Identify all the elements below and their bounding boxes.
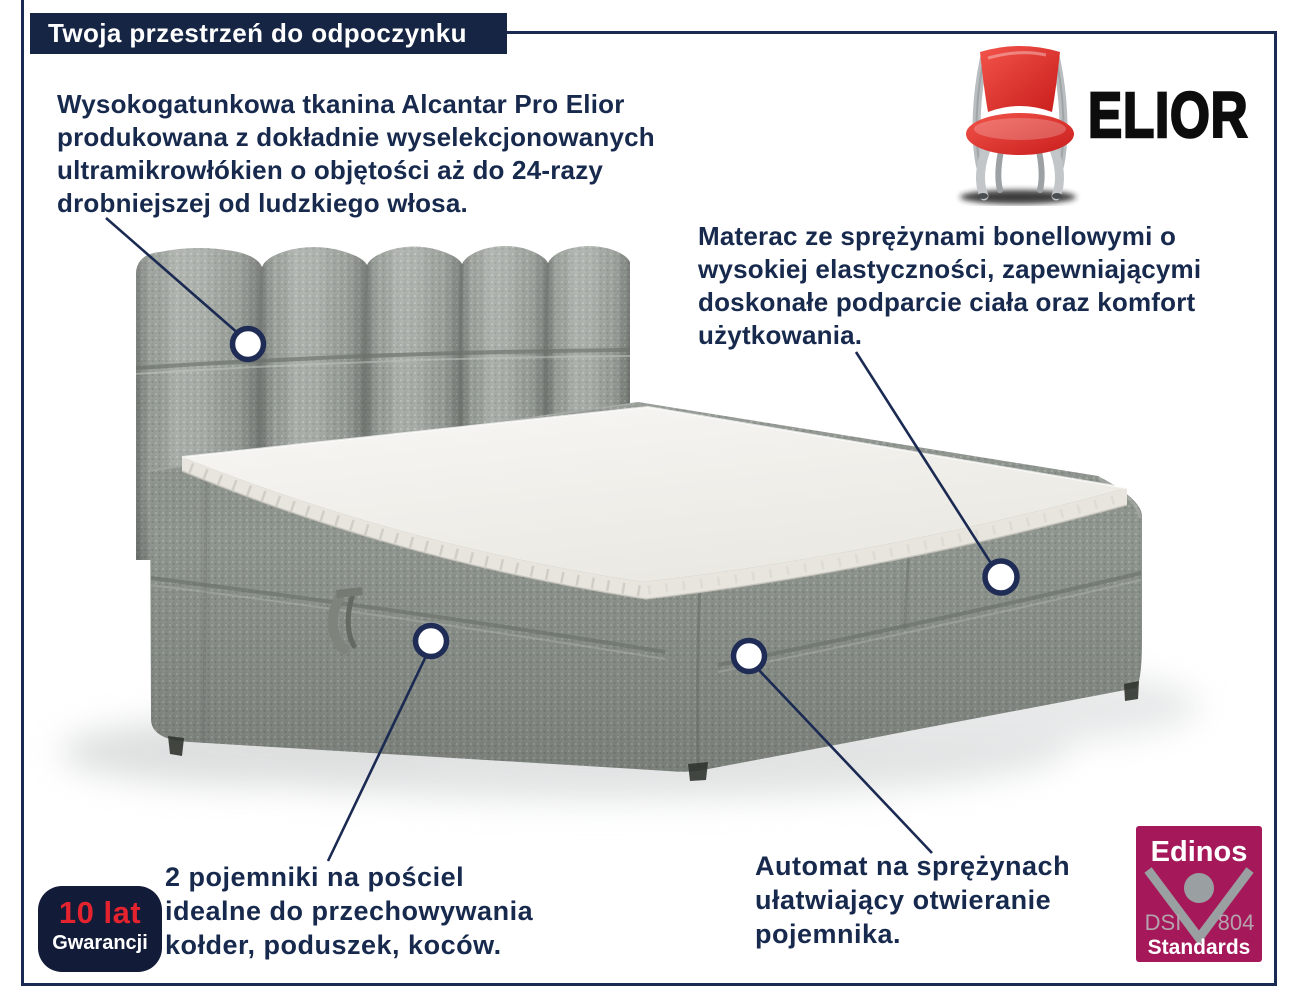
certificate-left-label: DSI bbox=[1144, 910, 1182, 935]
brand-wordmark: ELIOR bbox=[1088, 79, 1249, 151]
text-line: Wysokogatunkowa tkanina Alcantar Pro Elior bbox=[57, 89, 625, 119]
warranty-years: 10 lat bbox=[58, 895, 142, 930]
text-line: drobniejszej od ludzkiego włosa. bbox=[57, 188, 468, 218]
banner-title: Twoja przestrzeń do odpoczynku bbox=[30, 13, 507, 54]
callout-marker-fabric bbox=[233, 329, 264, 360]
callout-text-mattress bbox=[698, 220, 1201, 352]
chair-icon bbox=[950, 46, 1090, 206]
certificate-right-label: 804 bbox=[1217, 910, 1255, 935]
text-line: pojemnika. bbox=[755, 919, 902, 949]
callout-marker-storage bbox=[416, 626, 447, 657]
warranty-label: Gwarancji bbox=[52, 932, 148, 954]
text-line: kołder, poduszek, koców. bbox=[165, 930, 502, 960]
text-line: Materac ze sprężynami bonellowymi o bbox=[698, 221, 1177, 251]
text-line: ultramikrowłókien o objętości aż do 24-razy bbox=[57, 155, 604, 185]
text-line: wysokiej elastyczności, zapewniającymi bbox=[698, 254, 1202, 284]
callout-text-storage bbox=[165, 860, 533, 962]
callout-marker-mattress bbox=[985, 561, 1017, 593]
text-line: Automat na sprężynach bbox=[755, 851, 1071, 881]
text-line: użytkowania. bbox=[698, 320, 863, 350]
text-line: idealne do przechowywania bbox=[165, 896, 534, 926]
text-line: ułatwiający otwieranie bbox=[755, 885, 1052, 915]
text-line: produkowana z dokładnie wyselekcjonowanych bbox=[57, 122, 655, 152]
text-line: 2 pojemniki na pościel bbox=[165, 862, 465, 892]
callout-marker-opener bbox=[734, 641, 765, 672]
text-line: doskonałe podparcie ciała oraz komfort bbox=[698, 287, 1196, 317]
callout-text-fabric bbox=[57, 88, 655, 220]
certificate-brand: Edinos bbox=[1150, 836, 1248, 868]
certificate-person-icon bbox=[1184, 873, 1214, 903]
callout-text-opener bbox=[755, 849, 1070, 951]
certificate-badge bbox=[1136, 826, 1262, 962]
warranty-badge bbox=[38, 886, 162, 972]
certificate-bottom-label: Standards bbox=[1147, 936, 1251, 959]
